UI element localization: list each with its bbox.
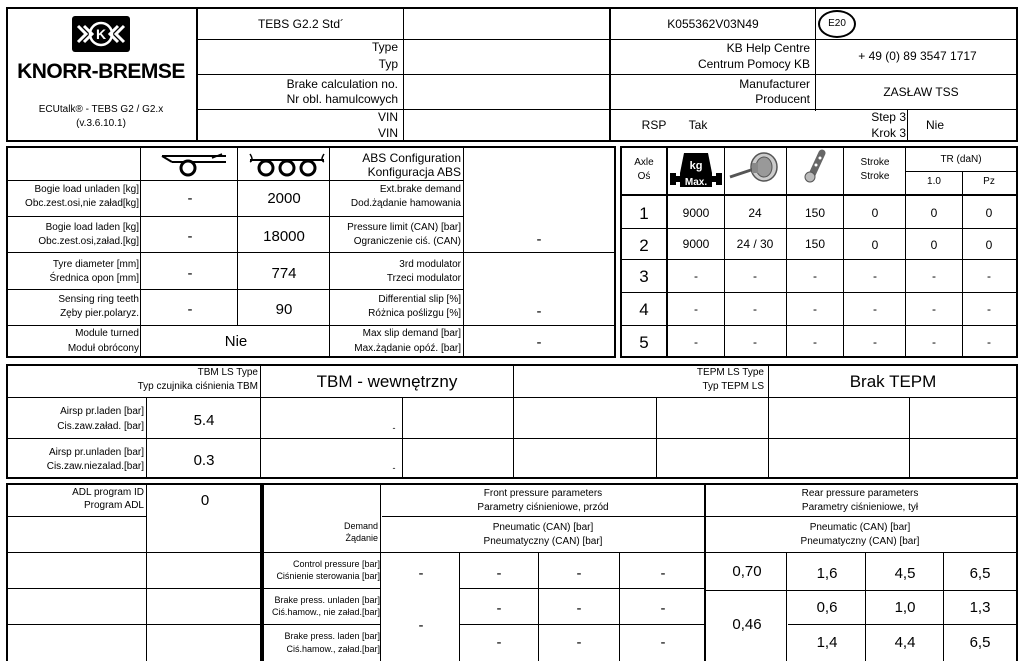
front-unladen-1: - xyxy=(496,599,502,617)
vin-label-en: VIN xyxy=(377,109,398,124)
front-unladen-3: - xyxy=(660,599,666,617)
config-row-1-r-value xyxy=(464,182,614,214)
approval-mark: E20 xyxy=(828,18,846,29)
tbm-type-value: TBM - wewnętrzny xyxy=(316,371,458,391)
abs-config-pl: Konfiguracja ABS xyxy=(367,165,461,179)
config-row-2-r-en: Pressure limit (CAN) [bar] xyxy=(347,222,461,233)
rear-params-pl: Parametry ciśnieniowe, tył xyxy=(801,502,919,513)
tr-label: TR (daN) xyxy=(940,154,982,165)
config-row-3-en: Tyre diameter [mm] xyxy=(52,259,139,270)
stroke-label-en: Stroke xyxy=(860,157,890,168)
adl-program-pl: Program ADL xyxy=(83,500,144,511)
front-control-1: - xyxy=(418,564,424,582)
axle-4-number: 4 xyxy=(639,299,649,319)
axle-5-number: 5 xyxy=(639,332,649,352)
brand-name: KNORR-BREMSE xyxy=(17,60,185,83)
airsp-laden-en: Airsp pr.laden [bar] xyxy=(60,406,144,417)
axle-4-load: - xyxy=(694,301,698,316)
brake-calc-label-pl: Nr obl. hamulcowych xyxy=(286,91,398,106)
axle-5-lever: - xyxy=(813,334,817,349)
axle-label-en: Axle xyxy=(634,157,654,168)
axle-5-stroke: - xyxy=(873,334,877,349)
rear-control-3: 4,5 xyxy=(894,564,916,582)
axle-2-stroke: 0 xyxy=(871,237,879,252)
brake-laden-en: Brake press. laden [bar] xyxy=(284,631,380,641)
kg-label: kg xyxy=(689,160,703,172)
knorr-bremse-logo-icon xyxy=(72,16,130,52)
axle-4-tr1: - xyxy=(932,301,936,316)
front-control-3: - xyxy=(576,564,582,582)
rear-pneumatic-en: Pneumatic (CAN) [bar] xyxy=(809,522,911,533)
brake-unladen-pl: Ciś.hamow., nie załad.[bar] xyxy=(271,607,380,617)
axle-1-stroke: 0 xyxy=(871,205,879,220)
axle-3-chamber: - xyxy=(753,268,757,283)
config-row-1-pl: Obc.zest.osi,nie załad[kg] xyxy=(25,198,139,209)
manufacturer-label-pl: Producent xyxy=(755,91,810,106)
front-brake-merged: - xyxy=(418,616,424,634)
config-row-3-pl: Średnica opon [mm] xyxy=(49,273,139,284)
abs-config-en: ABS Configuration xyxy=(362,151,461,165)
config-row-4-a: - xyxy=(187,300,193,318)
axle-1-number: 1 xyxy=(639,203,649,223)
rear-unladen-2: 1,0 xyxy=(894,598,916,616)
product-name: TEBS G2.2 Std´ xyxy=(257,16,345,31)
front-pneumatic-pl: Pneumatyczny (CAN) [bar] xyxy=(483,536,603,547)
tepm-type-en: TEPM LS Type xyxy=(696,367,764,378)
step-value: Nie xyxy=(925,117,944,132)
airsp-laden-value: 5.4 xyxy=(193,411,215,429)
rear-laden-2: 4,4 xyxy=(894,633,916,651)
vin-label-pl: VIN xyxy=(377,125,398,140)
axle-5-pz: - xyxy=(987,334,991,349)
config-row-2-r-value: - xyxy=(536,230,542,248)
axle-2-pz: 0 xyxy=(985,237,993,252)
front-pneumatic-en: Pneumatic (CAN) [bar] xyxy=(492,522,594,533)
config-row-1-a: - xyxy=(187,189,193,207)
axle-3-stroke: - xyxy=(873,268,877,283)
config-row-4-en: Sensing ring teeth xyxy=(58,294,139,305)
brake-chamber-icon xyxy=(728,151,782,190)
axle-1-load: 9000 xyxy=(682,205,710,220)
rear-laden-1: 1,4 xyxy=(816,633,838,651)
config-row-4-r-en: Differential slip [%] xyxy=(378,294,461,305)
rear-params-en: Rear pressure parameters xyxy=(801,488,919,499)
control-pressure-en: Control pressure [bar] xyxy=(292,559,380,569)
front-control-2: - xyxy=(496,564,502,582)
demand-en: Demand xyxy=(343,521,378,531)
config-row-1-en: Bogie load unladen [kg] xyxy=(34,184,139,195)
axle-5-load: - xyxy=(694,334,698,349)
tr-sub-pz: Pz xyxy=(983,176,995,187)
rear-pneumatic-pl: Pneumatyczny (CAN) [bar] xyxy=(800,536,920,547)
airsp-unladen-en: Airsp pr.unladen [bar] xyxy=(48,447,144,458)
part-number: K055362V03N49 xyxy=(667,16,759,31)
axle-4-lever: - xyxy=(813,301,817,316)
type-label-en: Type xyxy=(371,39,398,54)
axle-label-pl: Oś xyxy=(637,171,651,182)
rsp-label: RSP xyxy=(641,117,667,132)
axle-4-stroke: - xyxy=(873,301,877,316)
tbm-type-pl: Typ czujnika ciśnienia TBM xyxy=(137,381,258,392)
slack-adjuster-lever-icon xyxy=(802,149,830,188)
axle-2-tr1: 0 xyxy=(930,237,938,252)
help-centre-pl: Centrum Pomocy KB xyxy=(697,56,810,71)
manufacturer-label-en: Manufacturer xyxy=(739,76,810,91)
axle-3-load: - xyxy=(694,268,698,283)
axle-3-number: 3 xyxy=(639,266,649,286)
config-row-2-en: Bogie load laden [kg] xyxy=(45,222,139,233)
config-row-1-r-pl: Dod.żądanie hamowania xyxy=(350,198,461,209)
config-row-3-r-value xyxy=(464,256,614,290)
axle-2-chamber: 24 / 30 xyxy=(736,236,774,251)
tri-axle-icon xyxy=(246,150,328,183)
rear-unladen-1: 0,6 xyxy=(816,598,838,616)
svg-text:K: K xyxy=(95,26,107,42)
front-params-pl: Parametry ciśnieniowe, przód xyxy=(477,502,609,513)
brake-laden-pl: Ciś.hamow., załad.[bar] xyxy=(286,644,380,654)
step-label-en: Step 3 xyxy=(871,109,906,124)
config-row-3-a: - xyxy=(187,264,193,282)
help-phone: + 49 (0) 89 3547 1717 xyxy=(858,48,977,63)
max-slip-en: Max slip demand [bar] xyxy=(362,328,461,339)
max-load-weight-icon xyxy=(670,149,722,194)
brake-calc-label-en: Brake calculation no. xyxy=(286,76,398,91)
axle-3-pz: - xyxy=(987,268,991,283)
axle-4-pz: - xyxy=(987,301,991,316)
axle-1-chamber: 24 xyxy=(748,205,762,220)
software-name: ECUtalk® - TEBS G2 / G2.x xyxy=(38,103,164,115)
manufacturer-value: ZASŁAW TSS xyxy=(883,84,959,99)
front-control-4: - xyxy=(660,564,666,582)
brake-unladen-en: Brake press. unladen [bar] xyxy=(274,595,380,605)
airsp-laden-pl: Cis.zaw.załad. [bar] xyxy=(57,421,144,432)
front-params-en: Front pressure parameters xyxy=(483,488,603,499)
tepm-type-value: Brak TEPM xyxy=(849,371,937,391)
config-row-4-r-pl: Różnica poślizgu [%] xyxy=(368,308,461,319)
axle-5-tr1: - xyxy=(932,334,936,349)
axle-2-load: 9000 xyxy=(682,236,710,251)
config-row-3-r-en: 3rd modulator xyxy=(399,259,461,270)
rear-control-4: 6,5 xyxy=(969,564,991,582)
stroke-label-pl: Stroke xyxy=(860,171,890,182)
demand-pl: Żądanie xyxy=(345,533,378,543)
rear-unladen-3: 1,3 xyxy=(969,598,991,616)
config-row-2-pl: Obc.zest.osi,załad.[kg] xyxy=(38,236,139,247)
config-row-2-r-pl: Ograniczenie ciś. (CAN) xyxy=(353,236,461,247)
front-unladen-2: - xyxy=(576,599,582,617)
airsp-unladen-dash: - xyxy=(392,462,396,473)
tbm-type-en: TBM LS Type xyxy=(197,367,258,378)
module-turned-value: Nie xyxy=(224,332,248,350)
control-pressure-pl: Ciśnienie sterowania [bar] xyxy=(276,571,380,581)
adl-program-en: ADL program ID xyxy=(72,487,144,498)
type-label-pl: Typ xyxy=(378,56,398,71)
axle-5-chamber: - xyxy=(753,334,757,349)
max-slip-value: - xyxy=(536,333,542,351)
config-row-3-r-pl: Trzeci modulator xyxy=(386,273,461,284)
max-slip-pl: Max.żądanie opóź. [bar] xyxy=(354,343,461,354)
config-row-1-r-en: Ext.brake demand xyxy=(379,184,461,195)
software-version: (v.3.6.10.1) xyxy=(76,117,126,129)
step-label-pl: Krok 3 xyxy=(871,125,906,140)
module-turned-pl: Moduł obrócony xyxy=(67,343,139,354)
airsp-unladen-value: 0.3 xyxy=(193,451,215,469)
axle-3-tr1: - xyxy=(932,268,936,283)
rear-control-1: 0,70 xyxy=(732,562,762,580)
axle-3-lever: - xyxy=(813,268,817,283)
config-row-4-r-value: - xyxy=(536,302,542,320)
rear-control-2: 1,6 xyxy=(816,564,838,582)
airsp-laden-dash: - xyxy=(392,422,396,433)
axle-2-number: 2 xyxy=(639,235,649,255)
tr-sub-1: 1.0 xyxy=(927,176,941,187)
config-row-2-a: - xyxy=(187,227,193,245)
airsp-unladen-pl: Cis.zaw.niezalad.[bar] xyxy=(46,461,144,472)
axle-1-tr1: 0 xyxy=(930,205,938,220)
rsp-value: Tak xyxy=(688,117,708,132)
front-laden-1: - xyxy=(496,633,502,651)
max-label: Max. xyxy=(684,177,708,188)
axle-1-lever: 150 xyxy=(804,205,826,220)
config-row-1-b: 2000 xyxy=(267,189,301,207)
rear-laden-3: 6,5 xyxy=(969,633,991,651)
axle-2-lever: 150 xyxy=(804,236,826,251)
config-row-4-pl: Zęby pier.polaryz. xyxy=(60,308,139,319)
adl-program-value: 0 xyxy=(200,491,210,509)
config-row-4-b: 90 xyxy=(275,300,293,318)
module-turned-en: Module turned xyxy=(75,328,139,339)
axle-4-chamber: - xyxy=(753,301,757,316)
rear-brake-merged: 0,46 xyxy=(732,615,762,633)
axle-1-pz: 0 xyxy=(985,205,993,220)
drawbar-trailer-icon xyxy=(160,150,230,183)
front-laden-2: - xyxy=(576,633,582,651)
config-row-3-b: 774 xyxy=(271,264,297,282)
config-row-2-b: 18000 xyxy=(263,227,305,245)
help-centre-en: KB Help Centre xyxy=(726,40,810,55)
front-laden-3: - xyxy=(660,633,666,651)
tepm-type-pl: Typ TEPM LS xyxy=(702,381,764,392)
